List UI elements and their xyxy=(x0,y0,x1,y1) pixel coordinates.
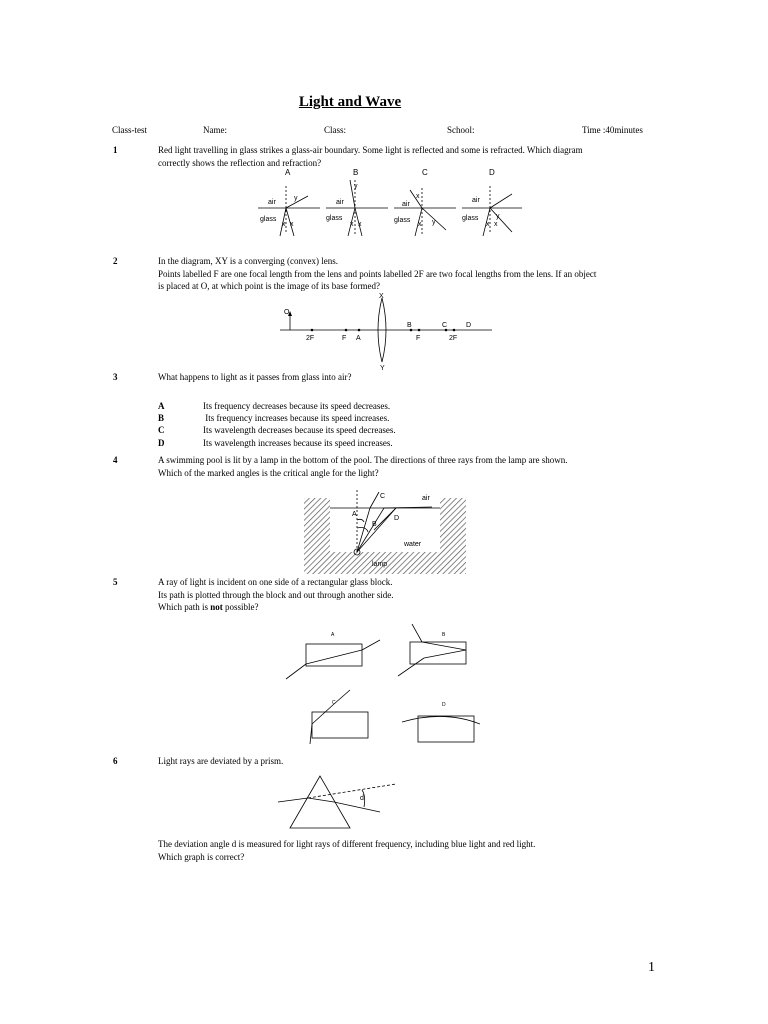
x-label: x xyxy=(418,221,422,228)
question-text: What happens to light as it passes from glass into air? xyxy=(158,372,352,382)
diagram-label-b: B xyxy=(353,168,359,177)
option-b: B Its frequency increases because its speed increases. xyxy=(158,413,390,424)
question-text xyxy=(158,576,558,614)
page-number: 1 xyxy=(648,960,655,975)
c-label: C xyxy=(442,322,448,329)
question-number: 5 xyxy=(113,577,118,587)
x-label: x xyxy=(358,221,362,228)
school-field-label: School: xyxy=(447,125,475,135)
question-line: A swimming pool is lit by a lamp in the bottom of the pool. The directions of three rays from the lamp are shown. xyxy=(158,455,568,465)
glass-label: glass xyxy=(462,215,479,222)
swimming-pool-diagram xyxy=(304,486,466,574)
question-line: Red light travelling in glass strikes a glass-air boundary. Some light is reflected and some is refracted. Which diagram xyxy=(158,145,583,155)
path-c-label: C xyxy=(332,700,336,706)
a-label: A xyxy=(356,335,361,342)
deviation-angle-label: d xyxy=(360,795,364,802)
path-a-label: A xyxy=(331,632,335,638)
class-field-label: Class: xyxy=(324,125,347,135)
water-label: water xyxy=(404,541,422,548)
glass-label: glass xyxy=(326,215,343,222)
lamp-label: lamp xyxy=(372,561,388,568)
question-line: The deviation angle d is measured for light rays of different frequency, including blue light and red light. xyxy=(158,839,536,849)
path-b-label: B xyxy=(442,632,446,638)
angle-b-label: B xyxy=(372,521,377,528)
question-text xyxy=(158,454,678,479)
question-line: Which graph is correct? xyxy=(158,851,245,862)
y-label: y xyxy=(354,183,358,190)
question-line: Points labelled F are one focal length from the lens and points labelled 2F are two focal lengths from the lens. If an object xyxy=(158,268,597,279)
glass-label: glass xyxy=(260,216,277,223)
two-f-label: 2F xyxy=(449,335,458,342)
d-label: D xyxy=(466,322,472,329)
question-number: 3 xyxy=(113,372,118,382)
convex-lens-diagram xyxy=(276,292,496,372)
question-number: 2 xyxy=(113,256,118,266)
b-label: B xyxy=(407,322,412,329)
air-label: air xyxy=(402,201,410,208)
x-label: x xyxy=(494,221,498,228)
question-line: Which of the marked angles is the critical angle for the light? xyxy=(158,467,379,478)
glass-block-diagram xyxy=(284,624,480,750)
x-label: x xyxy=(350,221,354,228)
diagram-label-a: A xyxy=(285,168,291,177)
y-label: y xyxy=(294,195,298,202)
x-label: x xyxy=(486,221,490,228)
class-test-label: Class-test xyxy=(112,125,147,135)
question-line: In the diagram, XY is a converging (convex) lens. xyxy=(158,256,338,266)
page-title: Light and Wave xyxy=(298,94,402,110)
option-c: C Its wavelength decreases because its speed decreases. xyxy=(158,425,396,436)
reflection-refraction-diagram xyxy=(250,166,530,240)
question-text xyxy=(158,255,678,293)
y-label: Y xyxy=(380,365,385,372)
glass-label: glass xyxy=(394,217,411,224)
name-field-label: Name: xyxy=(203,125,227,135)
option-a: A Its frequency decreases because its speed decreases. xyxy=(158,401,391,411)
air-label: air xyxy=(268,199,276,206)
question-number: 1 xyxy=(113,145,118,155)
question-line: A ray of light is incident on one side of a rectangular glass block. xyxy=(158,577,393,587)
x-label: x xyxy=(416,193,420,200)
y-label: y xyxy=(432,219,436,226)
time-label: Time :40minutes xyxy=(582,125,643,135)
x-label: x xyxy=(282,221,286,228)
question-text: Light rays are deviated by a prism. xyxy=(158,756,284,766)
question-line: Which path is not possible? xyxy=(158,602,259,612)
question-number: 4 xyxy=(113,455,118,465)
angle-d-label: D xyxy=(394,515,400,522)
y-label: y xyxy=(496,213,500,220)
question-line: correctly shows the reflection and refraction? xyxy=(158,157,322,168)
question-line: Its path is plotted through the block and out through another side. xyxy=(158,589,394,600)
x-label: X xyxy=(379,293,384,300)
option-d: D Its wavelength increases because its speed increases. xyxy=(158,437,393,448)
diagram-label-c: C xyxy=(422,168,428,177)
prism-diagram xyxy=(276,772,400,830)
air-label: air xyxy=(472,197,480,204)
options-list xyxy=(158,396,396,448)
air-label: air xyxy=(422,495,430,502)
path-d-label: D xyxy=(442,702,446,708)
f-label: F xyxy=(342,335,347,342)
two-f-label: 2F xyxy=(306,335,315,342)
x-label: x xyxy=(290,221,294,228)
diagram-label-d: D xyxy=(489,168,495,177)
question-number: 6 xyxy=(113,756,118,766)
o-label: O xyxy=(284,309,290,316)
air-label: air xyxy=(336,199,344,206)
angle-a-label: A xyxy=(352,511,357,518)
question-line: is placed at O, at which point is the image of its base formed? xyxy=(158,281,380,291)
angle-c-label: C xyxy=(380,493,386,500)
f-label: F xyxy=(416,335,421,342)
question-followup xyxy=(158,838,678,863)
